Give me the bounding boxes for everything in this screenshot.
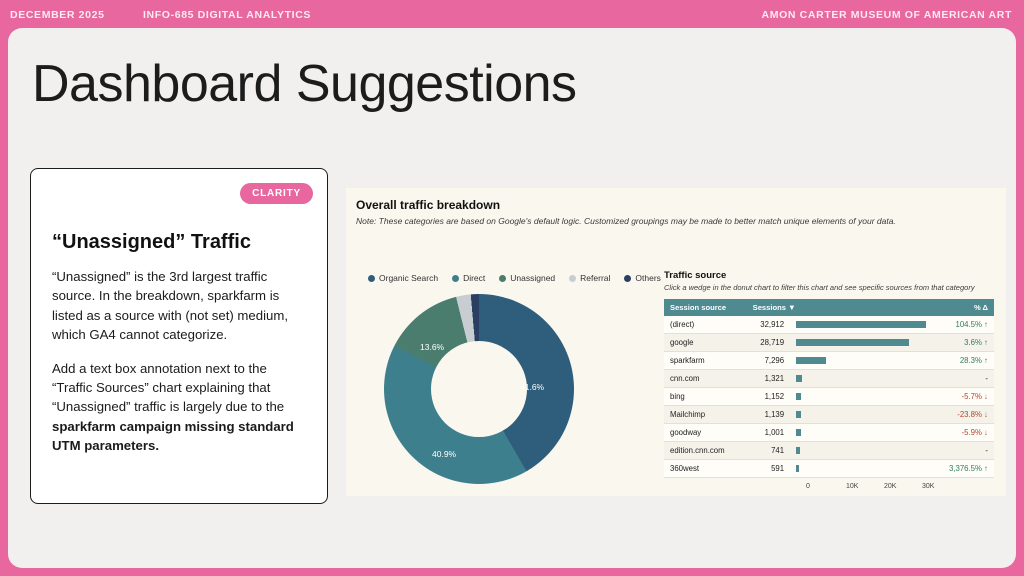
cell-sessions: 28,719	[747, 334, 790, 352]
page-title: Dashboard Suggestions	[32, 55, 577, 113]
table-row[interactable]	[664, 334, 994, 352]
legend-item	[569, 273, 610, 283]
cell-delta: -5.7% ↓	[932, 388, 994, 406]
axis-tick: 30K	[922, 483, 935, 490]
table-row[interactable]	[664, 352, 994, 370]
cell-bar	[790, 334, 932, 352]
cell-sessions: 32,912	[747, 316, 790, 334]
legend-label: Others	[635, 273, 661, 283]
donut-slice-label-organic: 40.9%	[432, 449, 457, 459]
donut-slice-label-unassigned: 13.6%	[420, 342, 445, 352]
status-badge: CLARITY	[240, 183, 313, 204]
table-bar-axis	[806, 483, 966, 495]
donut-center	[431, 341, 527, 437]
cell-bar	[790, 406, 932, 424]
table-row[interactable]	[664, 406, 994, 424]
cell-bar	[790, 370, 932, 388]
cell-delta: 104.5% ↑	[932, 316, 994, 334]
legend-label: Direct	[463, 273, 486, 283]
cell-delta: -	[932, 370, 994, 388]
table-row[interactable]	[664, 442, 994, 460]
legend-item	[624, 273, 661, 283]
cell-delta: -5.9% ↓	[932, 424, 994, 442]
legend-item	[499, 273, 555, 283]
table-row[interactable]	[664, 370, 994, 388]
traffic-source-panel	[664, 270, 994, 495]
legend-label: Organic Search	[379, 273, 439, 283]
cell-sessions: 741	[747, 442, 790, 460]
cell-delta: -23.8% ↓	[932, 406, 994, 424]
donut-chart[interactable]	[384, 294, 574, 484]
legend-item	[452, 273, 485, 283]
header-date: DECEMBER 2025	[10, 9, 105, 21]
legend-item	[368, 273, 438, 283]
legend-label: Unassigned	[510, 273, 556, 283]
cell-delta: 28.3% ↑	[932, 352, 994, 370]
insight-paragraph-2-lead: Add a text box annotation next to the “Traffic Sources” chart explaining that “Unassigned” traffic is largely due to the	[52, 360, 285, 415]
legend-swatch-icon	[624, 275, 631, 282]
table-row[interactable]	[664, 460, 994, 478]
cell-source: edition.cnn.com	[664, 442, 747, 460]
axis-tick: 20K	[884, 483, 897, 490]
column-header-session-source[interactable]: Session source	[664, 299, 747, 316]
cell-bar	[790, 316, 932, 334]
report-screenshot	[346, 188, 1006, 496]
cell-bar	[790, 388, 932, 406]
legend-swatch-icon	[499, 275, 506, 282]
report-note: Note: These categories are based on Google's default logic. Customized groupings may be made to better match unique elements of your data.	[356, 216, 896, 226]
insight-paragraph-2-emphasis: sparkfarm campaign missing standard UTM parameters.	[52, 418, 294, 454]
cell-source: 360west	[664, 460, 747, 478]
cell-delta: -	[932, 442, 994, 460]
cell-sessions: 7,296	[747, 352, 790, 370]
cell-source: goodway	[664, 424, 747, 442]
table-row[interactable]	[664, 388, 994, 406]
insight-card-body	[52, 267, 308, 470]
header-client: AMON CARTER MUSEUM OF AMERICAN ART	[761, 9, 1012, 21]
legend-label: Referral	[580, 273, 611, 283]
axis-tick: 10K	[846, 483, 859, 490]
column-header-delta[interactable]: % Δ	[932, 299, 994, 316]
cell-bar	[790, 442, 932, 460]
slide-body	[8, 28, 1016, 568]
column-header-sessions[interactable]: Sessions ▼	[747, 299, 932, 316]
cell-sessions: 1,139	[747, 406, 790, 424]
table-row[interactable]	[664, 316, 994, 334]
traffic-source-title: Traffic source	[664, 270, 727, 281]
cell-sessions: 1,001	[747, 424, 790, 442]
insight-paragraph-1: “Unassigned” is the 3rd largest traffic source. In the breakdown, sparkfarm is listed as a source with (not set) medium, which GA4 cannot categorize.	[52, 269, 289, 343]
cell-sessions: 591	[747, 460, 790, 478]
cell-bar	[790, 460, 932, 478]
cell-source: sparkfarm	[664, 352, 747, 370]
cell-bar	[790, 352, 932, 370]
table-header-row	[664, 299, 994, 316]
cell-delta: 3,376.5% ↑	[932, 460, 994, 478]
insight-card	[30, 168, 328, 504]
cell-source: (direct)	[664, 316, 747, 334]
cell-delta: 3.6% ↑	[932, 334, 994, 352]
cell-sessions: 1,152	[747, 388, 790, 406]
report-title: Overall traffic breakdown	[356, 198, 501, 212]
donut-slice-label-direct: 41.6%	[520, 382, 545, 392]
cell-source: Mailchimp	[664, 406, 747, 424]
cell-source: bing	[664, 388, 747, 406]
cell-sessions: 1,321	[747, 370, 790, 388]
legend-swatch-icon	[569, 275, 576, 282]
insight-paragraph-2	[52, 359, 308, 456]
cell-source: cnn.com	[664, 370, 747, 388]
legend-swatch-icon	[368, 275, 375, 282]
legend-swatch-icon	[452, 275, 459, 282]
traffic-source-table	[664, 299, 994, 478]
axis-tick: 0	[806, 483, 810, 490]
traffic-source-subtitle: Click a wedge in the donut chart to filter this chart and see specific sources from that category	[664, 283, 975, 292]
slide-header-bar	[0, 0, 1024, 28]
insight-card-heading: “Unassigned” Traffic	[52, 231, 251, 253]
header-course: INFO-685 DIGITAL ANALYTICS	[143, 9, 312, 21]
donut-legend	[368, 273, 661, 283]
cell-source: google	[664, 334, 747, 352]
cell-bar	[790, 424, 932, 442]
table-row[interactable]	[664, 424, 994, 442]
